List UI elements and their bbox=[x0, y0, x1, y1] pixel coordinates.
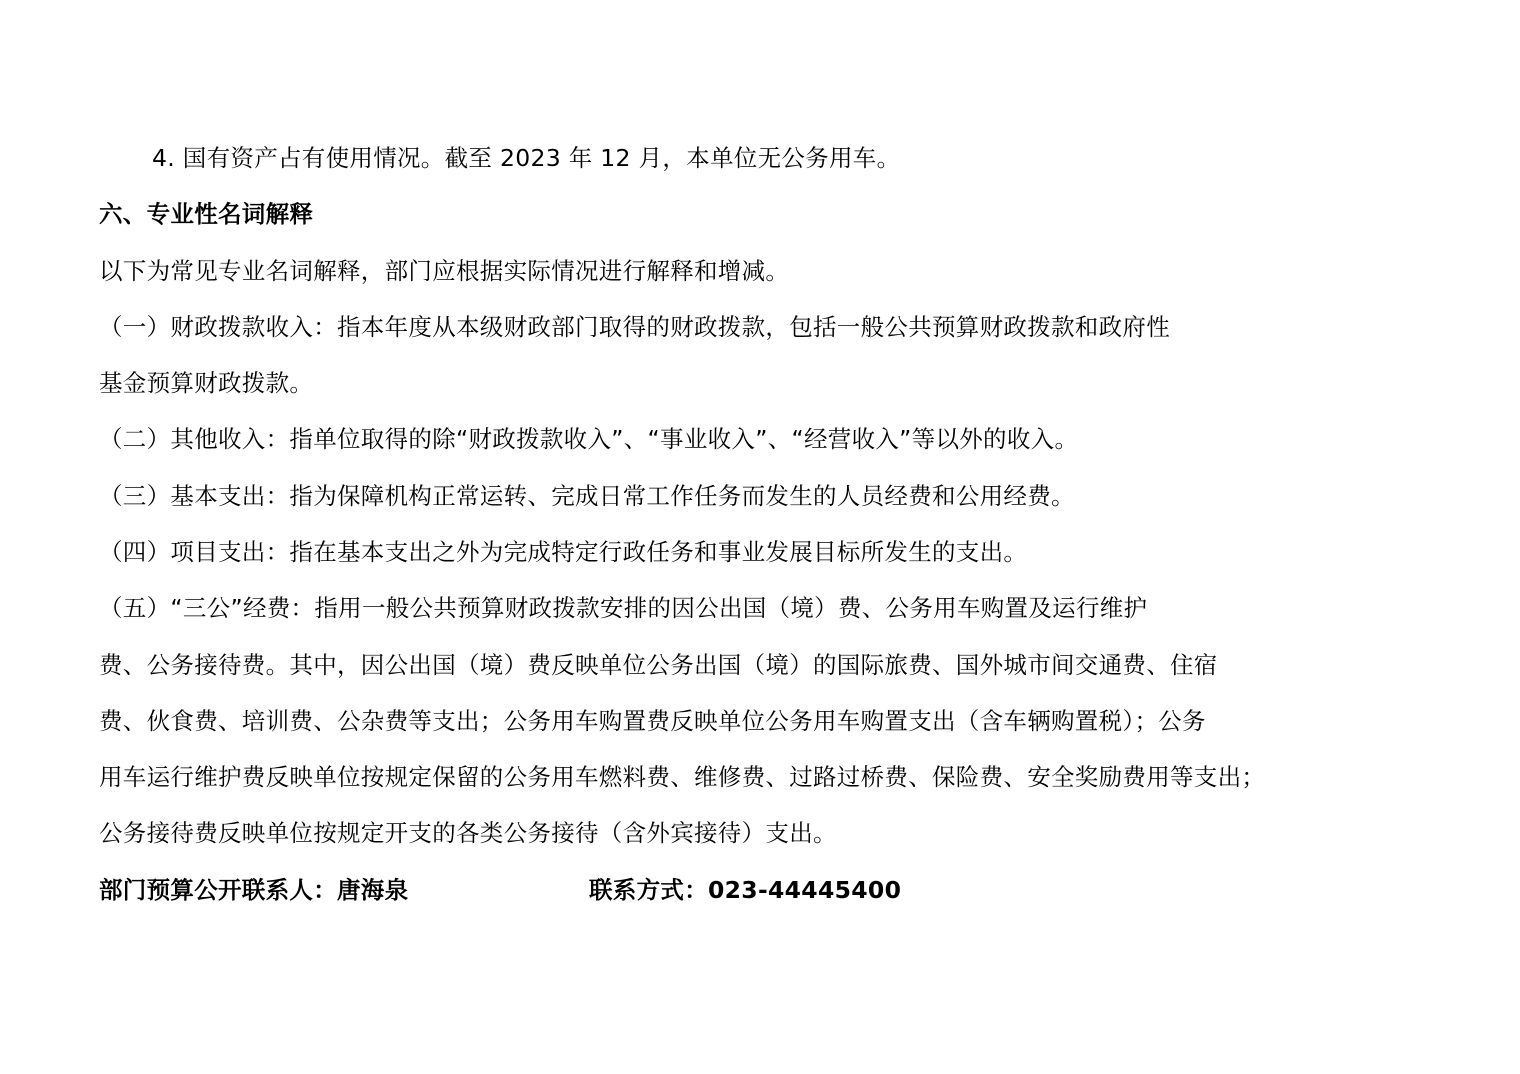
definition-1-line-2: 基金预算财政拨款。 bbox=[99, 369, 314, 397]
definition-2: （二）其他收入：指单位取得的除“财政拨款收入”、“事业收入”、“经营收入”等以外的收入。 bbox=[99, 425, 1079, 453]
definition-5-line-2: 费、公务接待费。其中，因公出国（境）费反映单位公务出国（境）的国际旅费、国外城市间交通费、住宿 bbox=[99, 651, 1218, 679]
contact-person: 部门预算公开联系人：唐海泉 bbox=[99, 876, 409, 904]
section-title: 六、专业性名词解释 bbox=[99, 200, 314, 228]
definition-3: （三）基本支出：指为保障机构正常运转、完成日常工作任务而发生的人员经费和公用经费。 bbox=[99, 482, 1075, 510]
definition-5-line-3: 费、伙食费、培训费、公杂费等支出；公务用车购置费反映单位公务用车购置支出（含车辆购置税）；公务 bbox=[99, 707, 1206, 735]
intro-paragraph: 以下为常见专业名词解释，部门应根据实际情况进行解释和增减。 bbox=[99, 257, 790, 285]
definition-1-line-1: （一）财政拨款收入：指本年度从本级财政部门取得的财政拨款，包括一般公共预算财政拨款和政府性 bbox=[99, 313, 1170, 341]
definition-5-line-1: （五）“三公”经费：指用一般公共预算财政拨款安排的因公出国（境）费、公务用车购置及运行维护 bbox=[99, 594, 1148, 622]
contact-method: 联系方式：023-44445400 bbox=[589, 876, 902, 904]
definition-5-line-5: 公务接待费反映单位按规定开支的各类公务接待（含外宾接待）支出。 bbox=[99, 819, 837, 847]
definition-4: （四）项目支出：指在基本支出之外为完成特定行政任务和事业发展目标所发生的支出。 bbox=[99, 538, 1028, 566]
definition-5-line-4: 用车运行维护费反映单位按规定保留的公务用车燃料费、维修费、过路过桥费、保险费、安全奖励费用等支出； bbox=[99, 763, 1266, 791]
item-4-paragraph: 4. 国有资产占有使用情况。截至 2023 年 12 月，本单位无公务用车。 bbox=[152, 144, 901, 172]
